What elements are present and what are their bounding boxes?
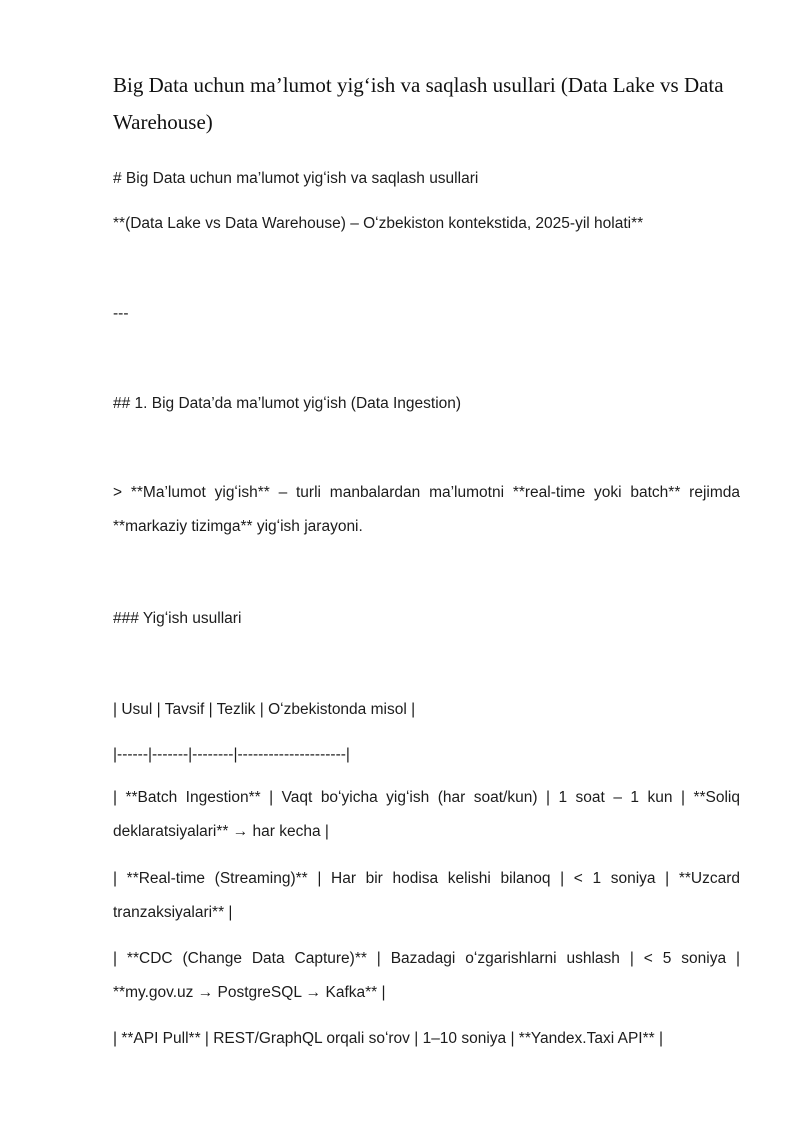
markdown-table-row-batch: | **Batch Ingestion** | Vaqt boʻyicha yigʻish (har soat/kun) | 1 soat – 1 kun | **Soliq deklaratsiyalari** → har kecha | bbox=[113, 789, 740, 840]
document-title: Big Data uchun ma’lumot yigʻish va saqlash usullari (Data Lake vs Data Warehouse) bbox=[113, 73, 724, 134]
markdown-table-header-row: | Usul | Tavsif | Tezlik | Oʻzbekistonda misol | bbox=[113, 701, 416, 718]
markdown-h2-section1: ## 1. Big Data’da ma’lumot yigʻish (Data Ingestion) bbox=[113, 395, 462, 412]
document-page bbox=[113, 0, 740, 1056]
markdown-table-row-realtime: | **Real-time (Streaming)** | Har bir hodisa kelishi bilanoq | < 1 soniya | **Uzcard tranzaksiyalari** | bbox=[113, 870, 740, 921]
markdown-table-row-cdc: | **CDC (Change Data Capture)** | Bazadagi oʻzgarishlarni ushlash | < 5 soniya | **my.gov.uz → PostgreSQL → Kafka** | bbox=[113, 950, 740, 1001]
markdown-h3-subsection: ### Yigʻish usullari bbox=[113, 610, 242, 627]
markdown-h1-line: # Big Data uchun ma’lumot yigʻish va saqlash usullari bbox=[113, 170, 479, 187]
markdown-horizontal-rule: --- bbox=[113, 305, 129, 322]
markdown-table-row-apipull: | **API Pull** | REST/GraphQL orqali soʻrov | 1–10 soniya | **Yandex.Taxi API** | bbox=[113, 1030, 663, 1047]
markdown-blockquote: > **Ma’lumot yigʻish** – turli manbalardan ma’lumotni **real-time yoki batch** rejimda **markaziy tizimga** yigʻish jarayoni. bbox=[113, 484, 740, 535]
markdown-subtitle-line: **(Data Lake vs Data Warehouse) – Oʻzbekiston kontekstida, 2025-yil holati** bbox=[113, 215, 644, 232]
markdown-table-separator-row: |------|-------|--------|---------------------| bbox=[113, 746, 350, 763]
